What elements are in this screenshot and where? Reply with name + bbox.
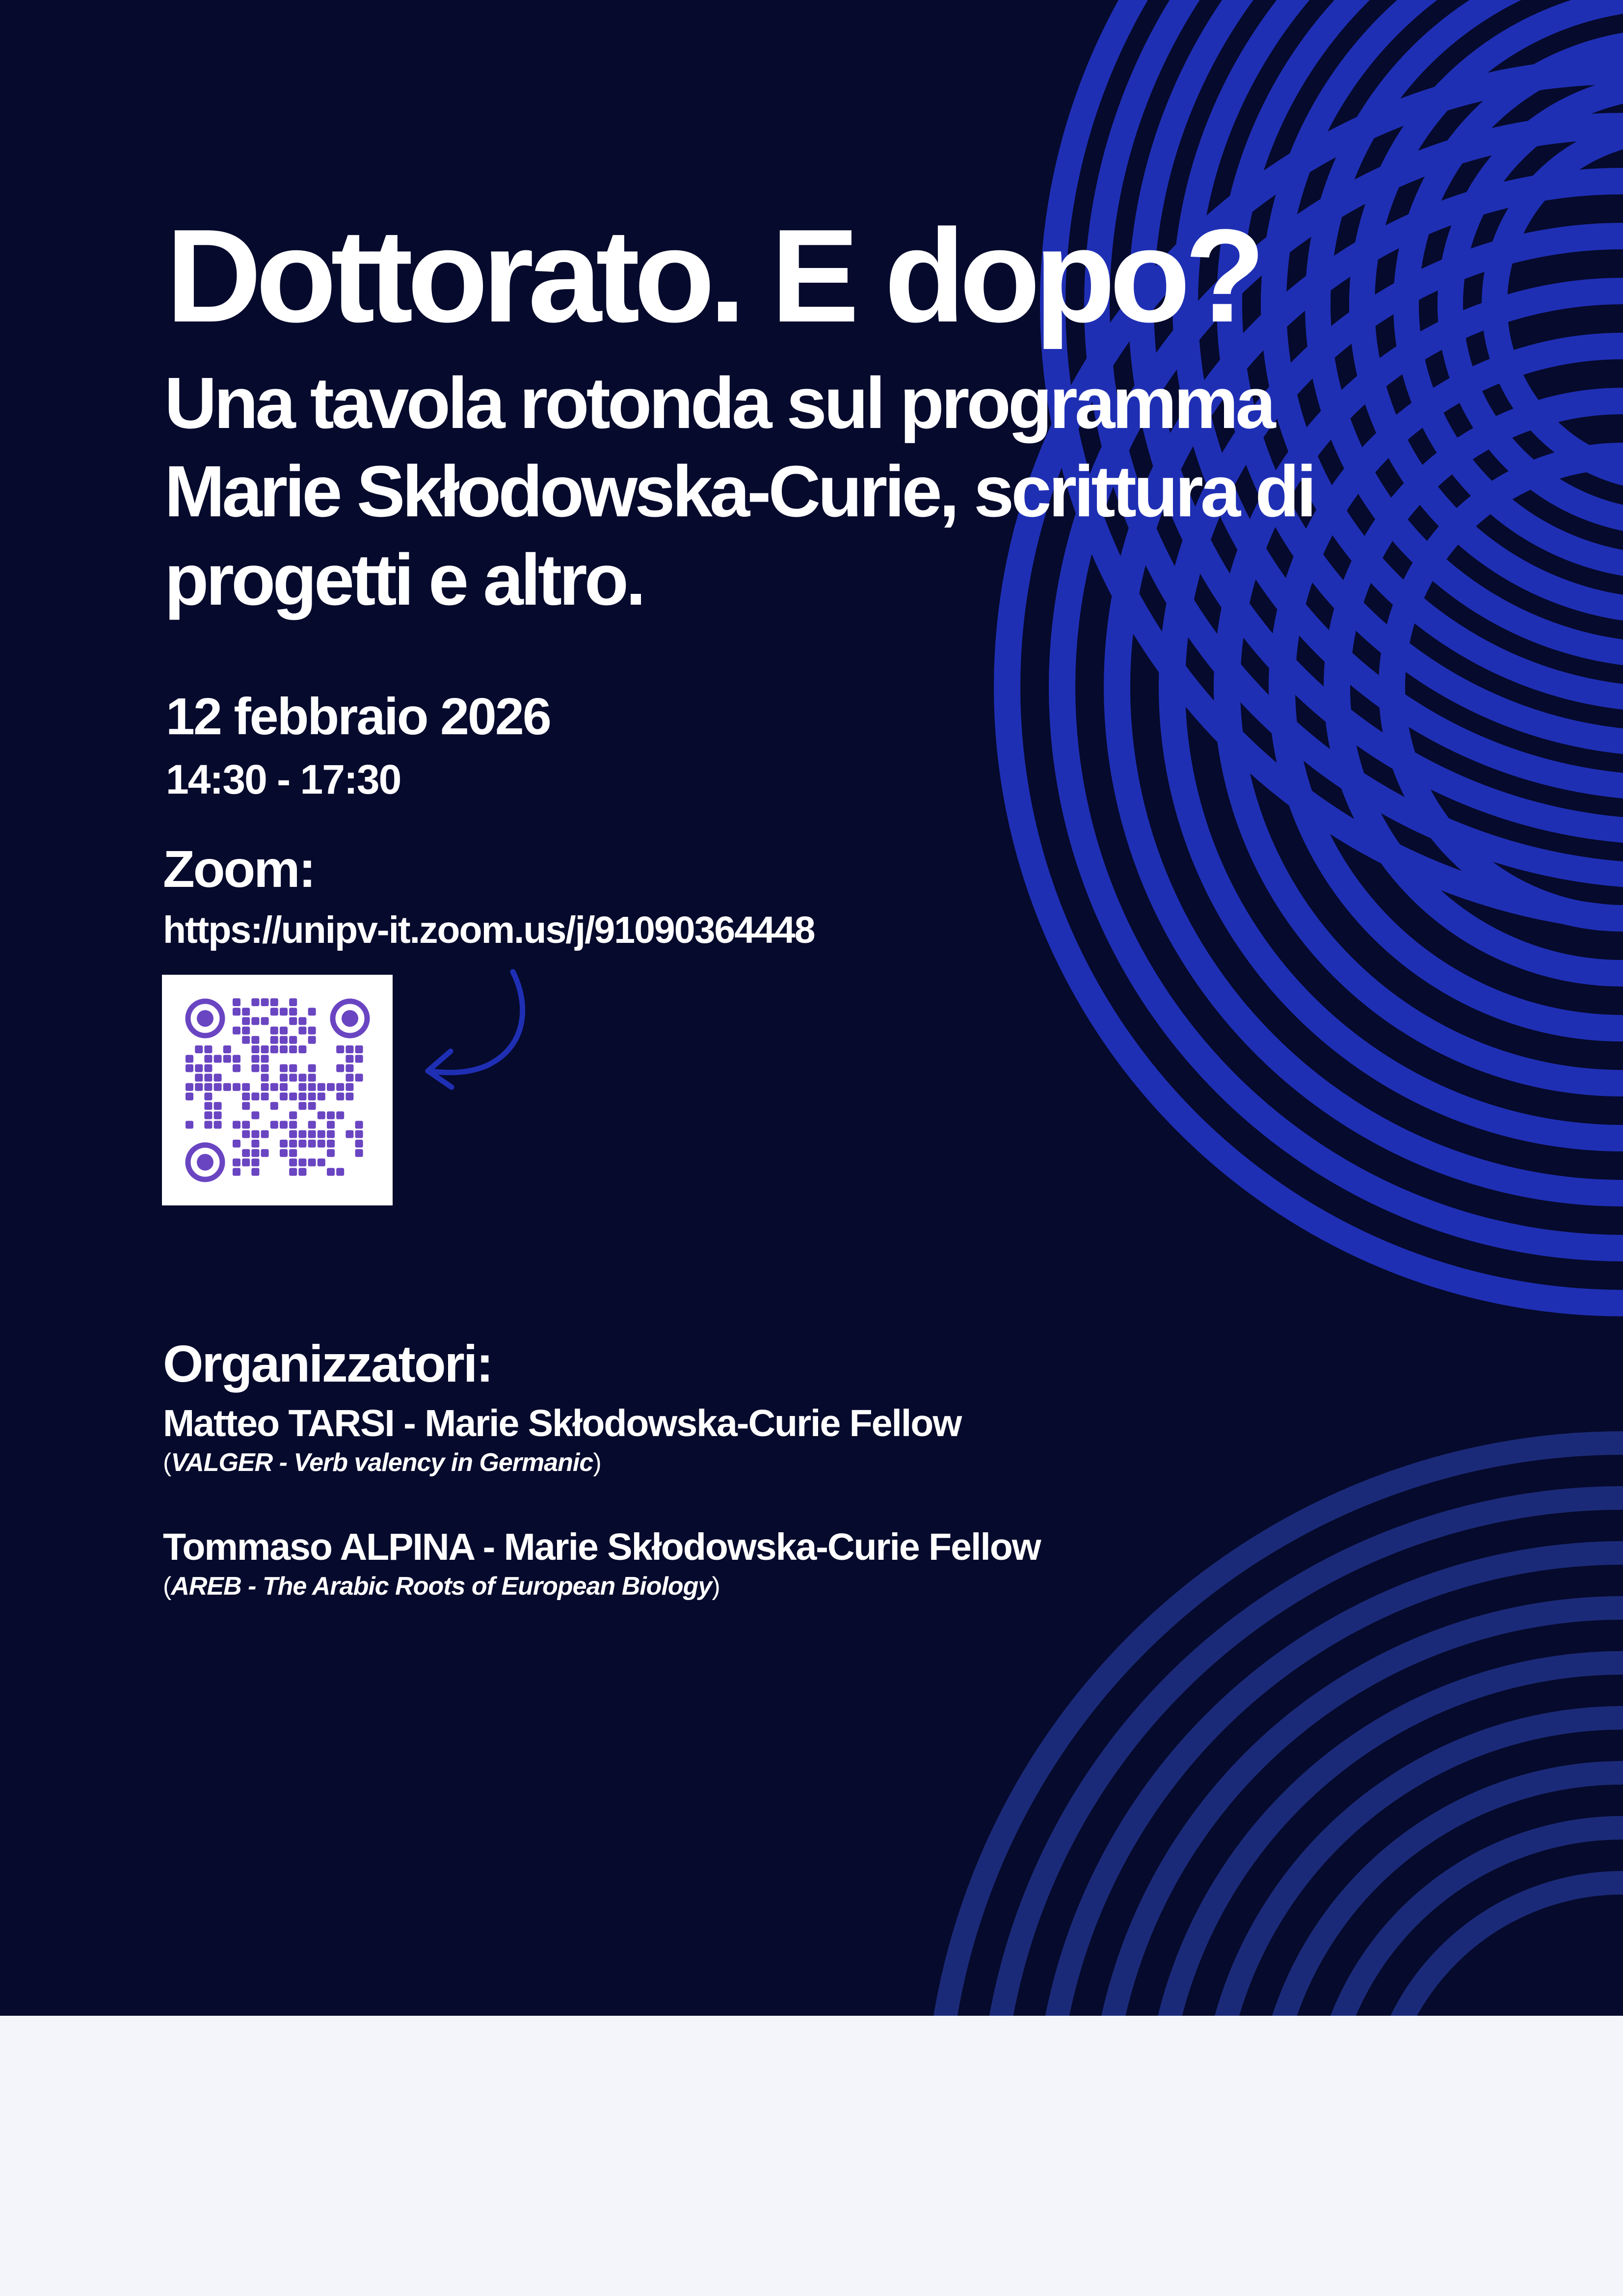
qr-module bbox=[280, 1036, 288, 1044]
qr-module bbox=[355, 1140, 363, 1148]
qr-module bbox=[223, 1055, 231, 1063]
qr-module bbox=[327, 1140, 335, 1148]
qr-module bbox=[251, 1149, 259, 1157]
qr-module bbox=[289, 1168, 297, 1176]
qr-code-graphic bbox=[162, 975, 393, 1205]
qr-code-icon[interactable] bbox=[162, 975, 393, 1205]
qr-module bbox=[318, 1158, 325, 1166]
qr-module bbox=[280, 1008, 288, 1015]
logos-footer bbox=[0, 2016, 1623, 2296]
qr-module bbox=[289, 1008, 297, 1015]
organizer-2-project-title: The Arabic Roots of European Biology bbox=[262, 1572, 712, 1601]
qr-module bbox=[204, 1064, 212, 1072]
qr-module bbox=[186, 1064, 193, 1072]
qr-module bbox=[204, 1055, 212, 1063]
qr-module bbox=[233, 1083, 240, 1091]
qr-module bbox=[270, 1027, 278, 1035]
qr-module bbox=[280, 1027, 288, 1035]
qr-module bbox=[242, 1093, 250, 1100]
qr-module bbox=[242, 1102, 250, 1110]
qr-module bbox=[233, 998, 240, 1006]
qr-module bbox=[261, 1093, 269, 1100]
qr-module bbox=[289, 1064, 297, 1072]
qr-module bbox=[298, 1168, 306, 1176]
qr-module bbox=[327, 1083, 335, 1091]
qr-module bbox=[233, 1121, 240, 1129]
qr-module bbox=[214, 1121, 222, 1129]
qr-module bbox=[327, 1149, 335, 1157]
qr-module bbox=[280, 1140, 288, 1148]
qr-module bbox=[195, 1045, 203, 1053]
qr-module bbox=[336, 1093, 344, 1100]
qr-module bbox=[204, 1102, 212, 1110]
qr-module bbox=[289, 1093, 297, 1100]
qr-module bbox=[355, 1045, 363, 1053]
organizer-1-project-title: Verb valency in Germanic bbox=[293, 1448, 593, 1477]
qr-module bbox=[308, 1158, 316, 1166]
qr-module bbox=[336, 1045, 344, 1053]
qr-module bbox=[186, 1093, 193, 1100]
qr-module bbox=[318, 1140, 325, 1148]
qr-module bbox=[195, 1083, 203, 1091]
qr-module bbox=[261, 1083, 269, 1091]
qr-module bbox=[336, 1083, 344, 1091]
organizers-heading: Organizzatori: bbox=[163, 1335, 492, 1393]
qr-module bbox=[261, 1045, 269, 1053]
qr-module bbox=[289, 1036, 297, 1044]
qr-module bbox=[251, 1111, 259, 1119]
qr-module bbox=[223, 1083, 231, 1091]
qr-module bbox=[195, 1074, 203, 1082]
qr-module bbox=[242, 1149, 250, 1157]
qr-module bbox=[346, 1045, 353, 1053]
qr-module bbox=[261, 1064, 269, 1072]
qr-module bbox=[280, 1121, 288, 1129]
qr-module bbox=[204, 1121, 212, 1129]
qr-module bbox=[308, 1027, 316, 1035]
qr-module bbox=[308, 1008, 316, 1015]
qr-module bbox=[186, 1121, 193, 1129]
qr-module bbox=[242, 1027, 250, 1035]
qr-module bbox=[261, 1149, 269, 1157]
qr-module bbox=[327, 1121, 335, 1129]
qr-module bbox=[298, 1017, 306, 1025]
qr-module bbox=[318, 1111, 325, 1119]
qr-module bbox=[270, 1102, 278, 1110]
qr-module bbox=[289, 998, 297, 1006]
qr-module bbox=[186, 1083, 193, 1091]
qr-module bbox=[289, 1149, 297, 1157]
event-time: 14:30 - 17:30 bbox=[166, 756, 401, 802]
qr-module bbox=[261, 1074, 269, 1082]
event-date: 12 febbraio 2026 bbox=[166, 688, 550, 746]
qr-module bbox=[346, 1064, 353, 1072]
qr-module bbox=[214, 1074, 222, 1082]
qr-module bbox=[308, 1083, 316, 1091]
qr-module bbox=[327, 1111, 335, 1119]
qr-module bbox=[280, 1074, 288, 1082]
qr-module bbox=[214, 1111, 222, 1119]
qr-module bbox=[308, 1074, 316, 1082]
qr-module bbox=[289, 1158, 297, 1166]
organizer-1-name: Matteo TARSI - Marie Skłodowska-Curie Fellow bbox=[163, 1402, 961, 1444]
qr-module bbox=[251, 1055, 259, 1063]
qr-module bbox=[251, 1036, 259, 1044]
qr-module bbox=[204, 1045, 212, 1053]
organizer-2-project: (AREB - The Arabic Roots of European Biology) bbox=[163, 1572, 720, 1601]
qr-module bbox=[270, 1008, 278, 1015]
qr-module bbox=[289, 1140, 297, 1148]
qr-module bbox=[308, 1102, 316, 1110]
qr-module bbox=[261, 998, 269, 1006]
qr-module bbox=[355, 1130, 363, 1138]
qr-module bbox=[233, 1008, 240, 1015]
qr-module bbox=[308, 1036, 316, 1044]
qr-module bbox=[223, 1045, 231, 1053]
qr-module bbox=[261, 1055, 269, 1063]
qr-module bbox=[242, 1017, 250, 1025]
qr-module bbox=[355, 1055, 363, 1063]
zoom-link[interactable]: https://unipv-it.zoom.us/j/91090364448 bbox=[163, 909, 815, 951]
qr-module bbox=[214, 1102, 222, 1110]
qr-module bbox=[251, 1064, 259, 1072]
qr-module bbox=[270, 1036, 278, 1044]
qr-module bbox=[233, 1055, 240, 1063]
qr-module bbox=[270, 1121, 278, 1129]
qr-module bbox=[251, 1140, 259, 1148]
qr-module bbox=[346, 1055, 353, 1063]
qr-module bbox=[289, 1045, 297, 1053]
qr-module bbox=[289, 1017, 297, 1025]
qr-module bbox=[298, 1083, 306, 1091]
organizer-1-project-acronym: VALGER bbox=[171, 1448, 273, 1477]
qr-module bbox=[195, 1064, 203, 1072]
qr-module bbox=[214, 1083, 222, 1091]
qr-module bbox=[346, 1074, 353, 1082]
qr-module bbox=[233, 1168, 240, 1176]
qr-module bbox=[204, 1074, 212, 1082]
organizer-2-project-acronym: AREB bbox=[171, 1572, 241, 1601]
qr-module bbox=[280, 1093, 288, 1100]
event-subtitle: Una tavola rotonda sul programma Marie Skłodowska-Curie, scrittura di progetti e altro. bbox=[164, 363, 1314, 620]
qr-module bbox=[327, 1130, 335, 1138]
qr-module bbox=[270, 1083, 278, 1091]
curved-arrow-icon bbox=[412, 962, 540, 1095]
qr-module bbox=[298, 1140, 306, 1148]
qr-module bbox=[298, 1045, 306, 1053]
qr-module bbox=[204, 1093, 212, 1100]
qr-module bbox=[280, 1064, 288, 1072]
qr-module bbox=[336, 1064, 344, 1072]
qr-module bbox=[233, 1158, 240, 1166]
qr-module bbox=[280, 1083, 288, 1091]
qr-module bbox=[233, 1027, 240, 1035]
organizer-2-project-separator: - bbox=[241, 1572, 263, 1601]
qr-module bbox=[251, 1130, 259, 1138]
qr-module bbox=[261, 1017, 269, 1025]
ring-arc bbox=[1211, 1718, 1623, 2016]
qr-module bbox=[289, 1121, 297, 1129]
qr-module bbox=[298, 1158, 306, 1166]
qr-module bbox=[336, 1111, 344, 1119]
qr-module bbox=[298, 1027, 306, 1035]
qr-module bbox=[289, 1074, 297, 1082]
qr-module bbox=[298, 1074, 306, 1082]
qr-module bbox=[251, 1093, 259, 1100]
qr-module bbox=[308, 1140, 316, 1148]
qr-module bbox=[355, 1121, 363, 1129]
qr-module bbox=[242, 1083, 250, 1091]
qr-module bbox=[186, 1055, 193, 1063]
qr-module bbox=[318, 1093, 325, 1100]
organizer-2-name: Tommaso ALPINA - Marie Skłodowska-Curie Fellow bbox=[163, 1526, 1040, 1568]
qr-module bbox=[318, 1083, 325, 1091]
qr-module bbox=[346, 1130, 353, 1138]
qr-module bbox=[242, 1036, 250, 1044]
qr-module bbox=[346, 1093, 353, 1100]
qr-module bbox=[355, 1149, 363, 1157]
qr-module bbox=[298, 1130, 306, 1138]
qr-module bbox=[280, 1045, 288, 1053]
qr-module bbox=[346, 1083, 353, 1091]
qr-module bbox=[242, 1121, 250, 1129]
qr-module bbox=[308, 1064, 316, 1072]
qr-module bbox=[308, 1093, 316, 1100]
event-title: Dottorato. E dopo? bbox=[166, 202, 1260, 350]
qr-module bbox=[251, 998, 259, 1006]
qr-module bbox=[355, 1074, 363, 1082]
qr-module bbox=[233, 1140, 240, 1148]
qr-module bbox=[289, 1130, 297, 1138]
qr-module bbox=[308, 1130, 316, 1138]
organizer-1-project-separator: - bbox=[272, 1448, 294, 1477]
qr-module bbox=[233, 1064, 240, 1072]
qr-module bbox=[270, 998, 278, 1006]
qr-module bbox=[204, 1111, 212, 1119]
zoom-label: Zoom: bbox=[163, 840, 315, 898]
qr-module bbox=[280, 1149, 288, 1157]
qr-module bbox=[242, 1158, 250, 1166]
qr-module bbox=[270, 1045, 278, 1053]
qr-module bbox=[251, 1158, 259, 1166]
qr-module bbox=[242, 1130, 250, 1138]
qr-module bbox=[261, 1130, 269, 1138]
organizer-1-project: (VALGER - Verb valency in Germanic) bbox=[163, 1448, 601, 1477]
qr-module bbox=[204, 1083, 212, 1091]
qr-module bbox=[289, 1111, 297, 1119]
qr-module bbox=[214, 1055, 222, 1063]
qr-module bbox=[298, 1102, 306, 1110]
qr-module bbox=[298, 1093, 306, 1100]
qr-module bbox=[336, 1168, 344, 1176]
qr-module bbox=[242, 1008, 250, 1015]
qr-module bbox=[251, 1017, 259, 1025]
qr-module bbox=[318, 1130, 325, 1138]
qr-module bbox=[308, 1121, 316, 1129]
qr-module bbox=[327, 1168, 335, 1176]
qr-module bbox=[251, 1168, 259, 1176]
qr-module bbox=[251, 1045, 259, 1053]
